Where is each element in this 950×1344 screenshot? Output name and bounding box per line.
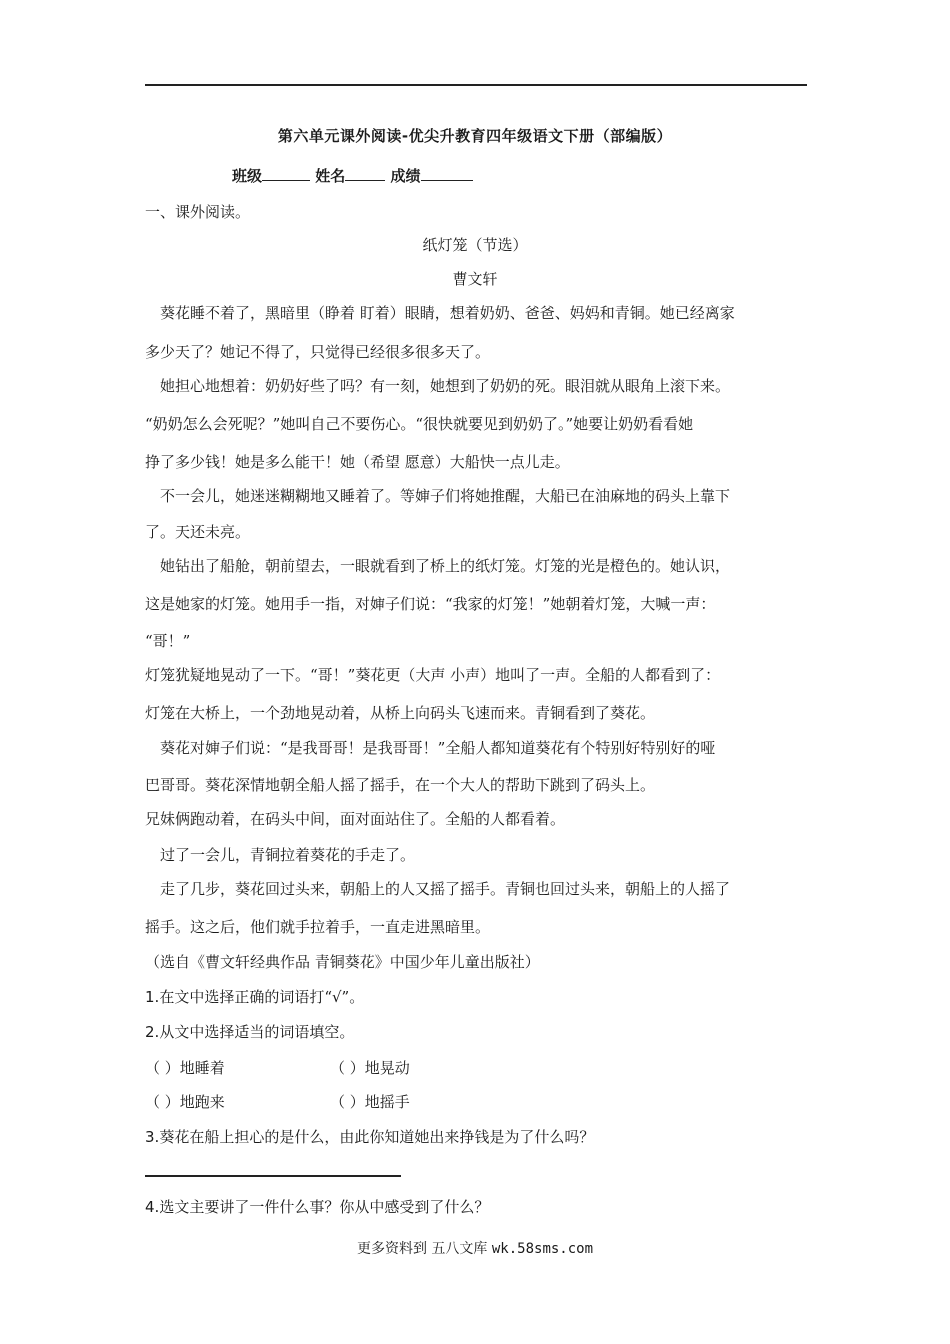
- story-line: “奶奶怎么会死呢？”她叫自己不要伤心。“很快就要见到奶奶了。”她要让奶奶看看她: [145, 415, 694, 433]
- story-line: 灯笼犹疑地晃动了一下。“哥！”葵花更（大声 小声）地叫了一声。全船的人都看到了：: [145, 666, 721, 684]
- question-1: [145, 986, 364, 1007]
- fill-blank-item[interactable]: [145, 1091, 225, 1112]
- fill-word: 地睡着: [179, 1059, 225, 1077]
- score-label: 成绩: [390, 167, 421, 185]
- header-rule: [145, 84, 807, 86]
- story-line: 葵花睡不着了，黑暗里（睁着 盯着）眼睛，想着奶奶、爸爸、妈妈和青铜。她已经离家: [145, 304, 735, 322]
- story-line: 摇手。这之后，他们就手拉着手，一直走进黑暗里。: [145, 918, 491, 936]
- story-title: 纸灯笼（节选）: [422, 236, 528, 254]
- class-blank[interactable]: [262, 166, 310, 181]
- source-citation: （选自《曹文轩经典作品 青铜葵花》中国少年儿童出版社）: [145, 953, 540, 971]
- story-line: 这是她家的灯笼。她用手一指，对婶子们说：“我家的灯笼！”她朝着灯笼，大喊一声：: [145, 595, 716, 613]
- question-text: 从文中选择适当的词语填空。: [159, 1023, 355, 1041]
- class-label: 班级: [232, 167, 263, 185]
- story-line: 不一会儿，她迷迷糊糊地又睡着了。等婶子们将她推醒，大船已在油麻地的码头上靠下: [145, 487, 731, 505]
- fill-word: 地跑来: [179, 1093, 225, 1111]
- question-number: 3.: [145, 1128, 160, 1146]
- story-line: 葵花对婶子们说：“是我哥哥！是我哥哥！”全船人都知道葵花有个特别好特别好的哑: [145, 739, 716, 757]
- story-line: 灯笼在大桥上，一个劲地晃动着，从桥上向码头飞速而来。青铜看到了葵花。: [145, 704, 656, 722]
- fill-blank[interactable]: （ ）: [145, 1093, 180, 1111]
- question-2: [145, 1021, 354, 1042]
- story-line: 巴哥哥。葵花深情地朝全船人摇了摇手，在一个大人的帮助下跳到了码头上。: [145, 776, 656, 794]
- footer-prefix: 更多资料到 五八文库: [356, 1241, 488, 1257]
- question-number: 4.: [145, 1198, 160, 1216]
- fill-blank-item[interactable]: [330, 1091, 410, 1112]
- name-label: 姓名: [315, 167, 346, 185]
- question-number: 1.: [145, 988, 160, 1006]
- footer-url[interactable]: wk.58sms.com: [491, 1241, 594, 1257]
- score-blank[interactable]: [421, 166, 473, 181]
- fill-word: 地晃动: [364, 1059, 410, 1077]
- footer-note: [0, 1238, 950, 1258]
- story-line: 她钻出了船舱，朝前望去，一眼就看到了桥上的纸灯笼。灯笼的光是橙色的。她认识，: [145, 557, 731, 575]
- story-line: 多少天了？她记不得了，只觉得已经很多很多天了。: [145, 343, 491, 361]
- document-title: 第六单元课外阅读-优尖升教育四年级语文下册（部编版）: [277, 127, 673, 145]
- question-number: 2.: [145, 1023, 160, 1041]
- question-3: [145, 1126, 594, 1147]
- fill-word: 地摇手: [364, 1093, 410, 1111]
- fill-blank[interactable]: （ ）: [330, 1093, 365, 1111]
- story-line: 过了一会儿，青铜拉着葵花的手走了。: [145, 846, 416, 864]
- story-line: 兄妹俩跑动着，在码头中间，面对面站住了。全船的人都看着。: [145, 810, 566, 828]
- fill-blank[interactable]: （ ）: [145, 1059, 180, 1077]
- fill-blank[interactable]: （ ）: [330, 1059, 365, 1077]
- story-line: “哥！”: [145, 632, 191, 650]
- story-line: 了。天还未亮。: [145, 523, 251, 541]
- section-heading: 一、课外阅读。: [145, 203, 251, 221]
- question-4: [145, 1196, 489, 1217]
- answer-line[interactable]: [145, 1175, 401, 1177]
- story-line: 挣了多少钱！她是多么能干！她（希望 愿意）大船快一点儿走。: [145, 453, 570, 471]
- question-text: 选文主要讲了一件什么事？你从中感受到了什么？: [159, 1198, 490, 1216]
- story-author: 曹文轩: [452, 270, 498, 288]
- question-text: 葵花在船上担心的是什么，由此你知道她出来挣钱是为了什么吗？: [159, 1128, 595, 1146]
- name-blank[interactable]: [345, 166, 385, 181]
- story-line: 走了几步，葵花回过头来，朝船上的人又摇了摇手。青铜也回过头来，朝船上的人摇了: [145, 880, 731, 898]
- fill-blank-item[interactable]: [330, 1057, 410, 1078]
- fill-blank-item[interactable]: [145, 1057, 225, 1078]
- question-text: 在文中选择正确的词语打“√”。: [159, 988, 365, 1006]
- story-line: 她担心地想着：奶奶好些了吗？有一刻，她想到了奶奶的死。眼泪就从眼角上滚下来。: [145, 377, 731, 395]
- student-info-line: [232, 165, 473, 186]
